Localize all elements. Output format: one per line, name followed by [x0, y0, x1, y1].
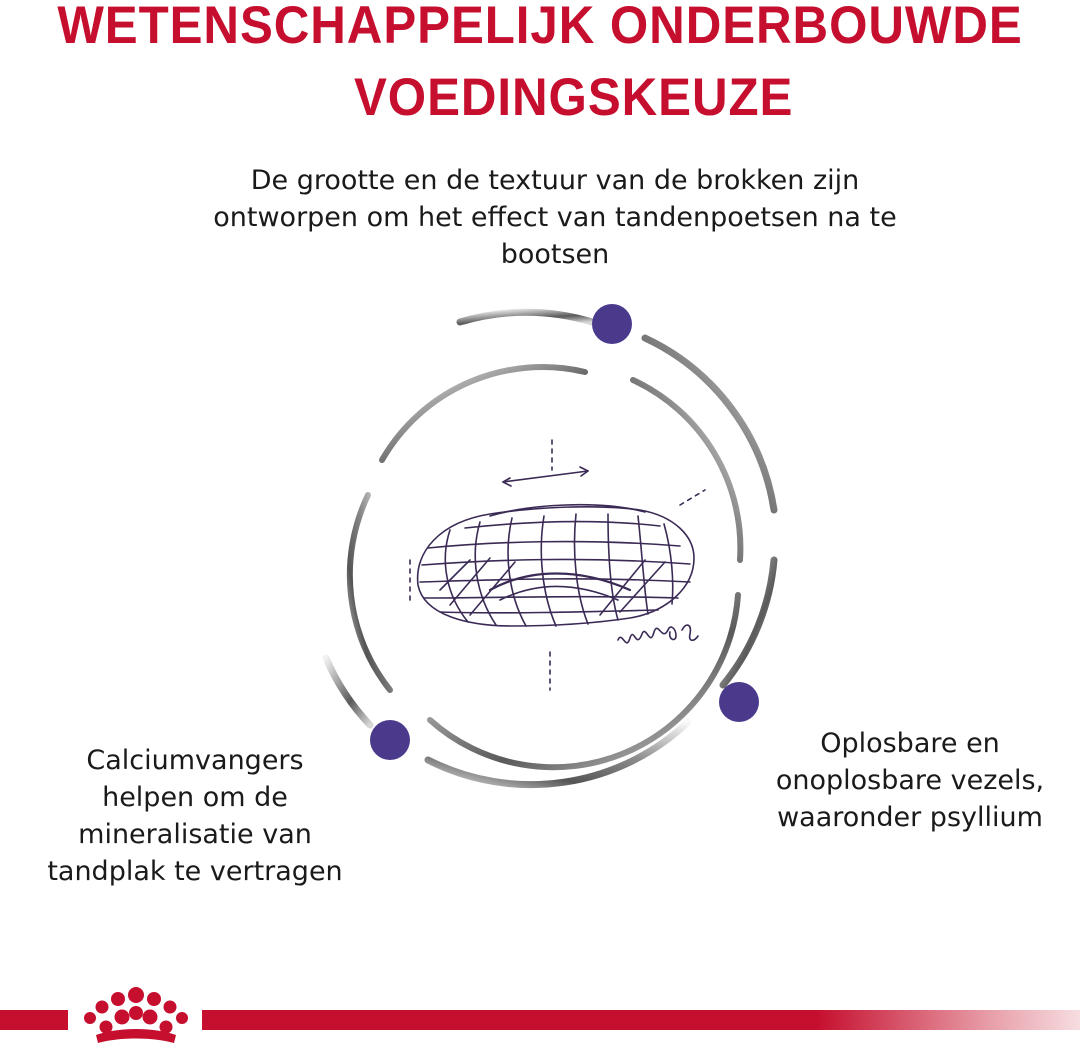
feature-top-line-2: ontworpen om het effect van tandenpoetsen na te [213, 202, 897, 233]
page-title [38, 0, 1042, 140]
feature-left-line-3: mineralisatie van [78, 819, 312, 850]
kibble-diagram [300, 290, 800, 810]
kibble-sketch-icon [410, 440, 705, 690]
feature-top-line-3: bootsen [500, 239, 610, 270]
feature-right-line-1: Oplosbare en [820, 728, 1000, 759]
royal-crown-logo-icon [78, 985, 194, 1049]
feature-left-line-2: helpen om de [102, 782, 288, 813]
title-line-1: WETENSCHAPPELIJK ONDERBOUWDE [57, 0, 1023, 55]
feature-right-line-3: waaronder psyllium [777, 802, 1043, 833]
accent-dot-right [719, 682, 759, 722]
feature-left-line-1: Calciumvangers [86, 745, 304, 776]
feature-top-line-1: De grootte en de textuur van de brokken zijn [250, 165, 860, 196]
accent-dot-left [370, 720, 410, 760]
feature-left-line-4: tandplak te vertragen [47, 856, 343, 887]
accent-dot-top [592, 304, 632, 344]
title-line-2: VOEDINGSKEUZE [354, 68, 794, 127]
footer-band-left [0, 1010, 68, 1030]
feature-text-top [200, 162, 910, 273]
inner-ring [350, 367, 741, 767]
footer-band-right [202, 1010, 1080, 1030]
outer-ring [326, 312, 774, 784]
feature-right-line-2: onoplosbare vezels, [775, 765, 1045, 796]
